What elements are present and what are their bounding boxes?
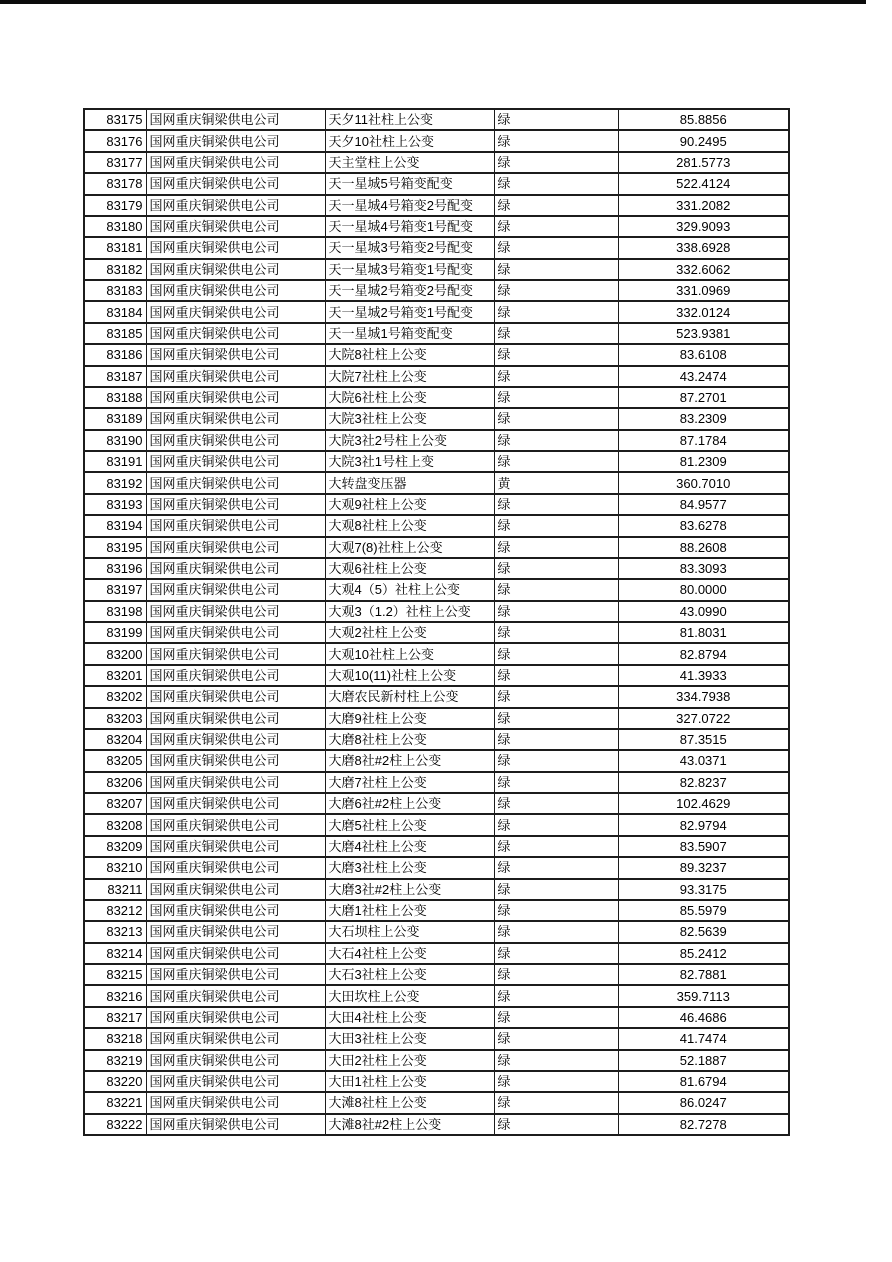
table-row xyxy=(84,1028,789,1049)
status-cell: 绿 xyxy=(494,708,618,729)
value-cell: 87.1784 xyxy=(618,430,789,451)
device-name-cell: 大观6社柱上公变 xyxy=(325,558,494,579)
value-cell: 360.7010 xyxy=(618,472,789,493)
status-cell: 绿 xyxy=(494,686,618,707)
company-cell: 国网重庆铜梁供电公司 xyxy=(146,344,325,365)
company-cell: 国网重庆铜梁供电公司 xyxy=(146,1028,325,1049)
table-row xyxy=(84,494,789,515)
company-cell: 国网重庆铜梁供电公司 xyxy=(146,1071,325,1092)
status-cell: 绿 xyxy=(494,537,618,558)
company-cell: 国网重庆铜梁供电公司 xyxy=(146,1007,325,1028)
row-id-cell: 83216 xyxy=(84,985,146,1006)
company-cell: 国网重庆铜梁供电公司 xyxy=(146,408,325,429)
table-row xyxy=(84,622,789,643)
row-id-cell: 83206 xyxy=(84,772,146,793)
row-id-cell: 83218 xyxy=(84,1028,146,1049)
value-cell: 85.2412 xyxy=(618,943,789,964)
value-cell: 85.8856 xyxy=(618,109,789,130)
company-cell: 国网重庆铜梁供电公司 xyxy=(146,366,325,387)
value-cell: 329.9093 xyxy=(618,216,789,237)
company-cell: 国网重庆铜梁供电公司 xyxy=(146,451,325,472)
device-name-cell: 天主堂柱上公变 xyxy=(325,152,494,173)
device-name-cell: 天一星城2号箱变1号配变 xyxy=(325,301,494,322)
table-body xyxy=(84,109,789,1135)
device-name-cell: 大院6社柱上公变 xyxy=(325,387,494,408)
status-cell: 绿 xyxy=(494,879,618,900)
table-row xyxy=(84,921,789,942)
table-row xyxy=(84,323,789,344)
device-name-cell: 大石3社柱上公变 xyxy=(325,964,494,985)
row-id-cell: 83177 xyxy=(84,152,146,173)
company-cell: 国网重庆铜梁供电公司 xyxy=(146,280,325,301)
row-id-cell: 83214 xyxy=(84,943,146,964)
company-cell: 国网重庆铜梁供电公司 xyxy=(146,130,325,151)
company-cell: 国网重庆铜梁供电公司 xyxy=(146,686,325,707)
table-row xyxy=(84,1092,789,1113)
table-row xyxy=(84,708,789,729)
row-id-cell: 83179 xyxy=(84,195,146,216)
company-cell: 国网重庆铜梁供电公司 xyxy=(146,836,325,857)
company-cell: 国网重庆铜梁供电公司 xyxy=(146,708,325,729)
company-cell: 国网重庆铜梁供电公司 xyxy=(146,323,325,344)
value-cell: 43.2474 xyxy=(618,366,789,387)
table-row xyxy=(84,643,789,664)
row-id-cell: 83184 xyxy=(84,301,146,322)
company-cell: 国网重庆铜梁供电公司 xyxy=(146,237,325,258)
value-cell: 281.5773 xyxy=(618,152,789,173)
status-cell: 绿 xyxy=(494,408,618,429)
row-id-cell: 83192 xyxy=(84,472,146,493)
table-row xyxy=(84,130,789,151)
row-id-cell: 83208 xyxy=(84,814,146,835)
company-cell: 国网重庆铜梁供电公司 xyxy=(146,515,325,536)
row-id-cell: 83194 xyxy=(84,515,146,536)
row-id-cell: 83221 xyxy=(84,1092,146,1113)
value-cell: 82.5639 xyxy=(618,921,789,942)
value-cell: 334.7938 xyxy=(618,686,789,707)
value-cell: 523.9381 xyxy=(618,323,789,344)
table-row xyxy=(84,515,789,536)
value-cell: 83.3093 xyxy=(618,558,789,579)
device-name-cell: 天一星城4号箱变2号配变 xyxy=(325,195,494,216)
company-cell: 国网重庆铜梁供电公司 xyxy=(146,750,325,771)
power-supply-report-table xyxy=(83,108,790,1136)
value-cell: 86.0247 xyxy=(618,1092,789,1113)
status-cell: 绿 xyxy=(494,344,618,365)
company-cell: 国网重庆铜梁供电公司 xyxy=(146,259,325,280)
value-cell: 89.3237 xyxy=(618,857,789,878)
status-cell: 绿 xyxy=(494,366,618,387)
device-name-cell: 大磨4社柱上公变 xyxy=(325,836,494,857)
row-id-cell: 83217 xyxy=(84,1007,146,1028)
company-cell: 国网重庆铜梁供电公司 xyxy=(146,622,325,643)
value-cell: 83.2309 xyxy=(618,408,789,429)
table-row xyxy=(84,451,789,472)
status-cell: 绿 xyxy=(494,964,618,985)
table-row xyxy=(84,237,789,258)
status-cell: 绿 xyxy=(494,793,618,814)
row-id-cell: 83197 xyxy=(84,579,146,600)
row-id-cell: 83211 xyxy=(84,879,146,900)
device-name-cell: 天夕10社柱上公变 xyxy=(325,130,494,151)
value-cell: 82.7278 xyxy=(618,1114,789,1135)
device-name-cell: 大观3（1.2）社柱上公变 xyxy=(325,601,494,622)
device-name-cell: 大滩8社柱上公变 xyxy=(325,1092,494,1113)
value-cell: 83.6278 xyxy=(618,515,789,536)
company-cell: 国网重庆铜梁供电公司 xyxy=(146,430,325,451)
company-cell: 国网重庆铜梁供电公司 xyxy=(146,494,325,515)
row-id-cell: 83196 xyxy=(84,558,146,579)
status-cell: 绿 xyxy=(494,237,618,258)
table-row xyxy=(84,537,789,558)
row-id-cell: 83176 xyxy=(84,130,146,151)
device-name-cell: 大田2社柱上公变 xyxy=(325,1050,494,1071)
device-name-cell: 天夕11社柱上公变 xyxy=(325,109,494,130)
value-cell: 93.3175 xyxy=(618,879,789,900)
value-cell: 82.7881 xyxy=(618,964,789,985)
row-id-cell: 83210 xyxy=(84,857,146,878)
device-name-cell: 大院3社柱上公变 xyxy=(325,408,494,429)
table-row xyxy=(84,280,789,301)
status-cell: 绿 xyxy=(494,301,618,322)
status-cell: 绿 xyxy=(494,772,618,793)
status-cell: 绿 xyxy=(494,216,618,237)
row-id-cell: 83187 xyxy=(84,366,146,387)
table-row xyxy=(84,195,789,216)
page-top-rule xyxy=(0,0,866,4)
value-cell: 41.3933 xyxy=(618,665,789,686)
value-cell: 102.4629 xyxy=(618,793,789,814)
row-id-cell: 83203 xyxy=(84,708,146,729)
company-cell: 国网重庆铜梁供电公司 xyxy=(146,964,325,985)
row-id-cell: 83219 xyxy=(84,1050,146,1071)
value-cell: 80.0000 xyxy=(618,579,789,600)
value-cell: 43.0990 xyxy=(618,601,789,622)
status-cell: 绿 xyxy=(494,130,618,151)
table-row xyxy=(84,814,789,835)
company-cell: 国网重庆铜梁供电公司 xyxy=(146,643,325,664)
row-id-cell: 83198 xyxy=(84,601,146,622)
value-cell: 83.6108 xyxy=(618,344,789,365)
device-name-cell: 大田4社柱上公变 xyxy=(325,1007,494,1028)
status-cell: 绿 xyxy=(494,515,618,536)
value-cell: 81.6794 xyxy=(618,1071,789,1092)
status-cell: 绿 xyxy=(494,836,618,857)
table-row xyxy=(84,793,789,814)
row-id-cell: 83205 xyxy=(84,750,146,771)
row-id-cell: 83191 xyxy=(84,451,146,472)
row-id-cell: 83190 xyxy=(84,430,146,451)
value-cell: 46.4686 xyxy=(618,1007,789,1028)
table-row xyxy=(84,173,789,194)
row-id-cell: 83181 xyxy=(84,237,146,258)
table-row xyxy=(84,943,789,964)
row-id-cell: 83204 xyxy=(84,729,146,750)
company-cell: 国网重庆铜梁供电公司 xyxy=(146,558,325,579)
table-row xyxy=(84,579,789,600)
value-cell: 82.9794 xyxy=(618,814,789,835)
device-name-cell: 大磨3社#2柱上公变 xyxy=(325,879,494,900)
device-name-cell: 大磨农民新村柱上公变 xyxy=(325,686,494,707)
status-cell: 绿 xyxy=(494,1028,618,1049)
value-cell: 82.8237 xyxy=(618,772,789,793)
company-cell: 国网重庆铜梁供电公司 xyxy=(146,579,325,600)
table-row xyxy=(84,216,789,237)
row-id-cell: 83213 xyxy=(84,921,146,942)
device-name-cell: 大磨9社柱上公变 xyxy=(325,708,494,729)
row-id-cell: 83200 xyxy=(84,643,146,664)
row-id-cell: 83185 xyxy=(84,323,146,344)
device-name-cell: 大磨1社柱上公变 xyxy=(325,900,494,921)
status-cell: 绿 xyxy=(494,921,618,942)
device-name-cell: 大院7社柱上公变 xyxy=(325,366,494,387)
value-cell: 88.2608 xyxy=(618,537,789,558)
company-cell: 国网重庆铜梁供电公司 xyxy=(146,985,325,1006)
status-cell: 绿 xyxy=(494,494,618,515)
row-id-cell: 83178 xyxy=(84,173,146,194)
value-cell: 359.7113 xyxy=(618,985,789,1006)
status-cell: 绿 xyxy=(494,729,618,750)
company-cell: 国网重庆铜梁供电公司 xyxy=(146,301,325,322)
status-cell: 绿 xyxy=(494,900,618,921)
device-name-cell: 大观9社柱上公变 xyxy=(325,494,494,515)
row-id-cell: 83199 xyxy=(84,622,146,643)
value-cell: 331.0969 xyxy=(618,280,789,301)
device-name-cell: 大磨5社柱上公变 xyxy=(325,814,494,835)
device-name-cell: 大院8社柱上公变 xyxy=(325,344,494,365)
table-row xyxy=(84,558,789,579)
device-name-cell: 大滩8社#2柱上公变 xyxy=(325,1114,494,1135)
table-row xyxy=(84,152,789,173)
company-cell: 国网重庆铜梁供电公司 xyxy=(146,857,325,878)
status-cell: 绿 xyxy=(494,558,618,579)
status-cell: 绿 xyxy=(494,259,618,280)
device-name-cell: 大磨7社柱上公变 xyxy=(325,772,494,793)
company-cell: 国网重庆铜梁供电公司 xyxy=(146,152,325,173)
row-id-cell: 83188 xyxy=(84,387,146,408)
company-cell: 国网重庆铜梁供电公司 xyxy=(146,216,325,237)
table-row xyxy=(84,1050,789,1071)
row-id-cell: 83201 xyxy=(84,665,146,686)
device-name-cell: 天一星城2号箱变2号配变 xyxy=(325,280,494,301)
company-cell: 国网重庆铜梁供电公司 xyxy=(146,387,325,408)
value-cell: 84.9577 xyxy=(618,494,789,515)
device-name-cell: 大观7(8)社柱上公变 xyxy=(325,537,494,558)
status-cell: 绿 xyxy=(494,622,618,643)
table-row xyxy=(84,408,789,429)
table-row xyxy=(84,109,789,130)
status-cell: 绿 xyxy=(494,430,618,451)
status-cell: 绿 xyxy=(494,195,618,216)
status-cell: 绿 xyxy=(494,173,618,194)
table-row xyxy=(84,985,789,1006)
table-row xyxy=(84,729,789,750)
value-cell: 81.8031 xyxy=(618,622,789,643)
device-name-cell: 大观4（5）社柱上公变 xyxy=(325,579,494,600)
company-cell: 国网重庆铜梁供电公司 xyxy=(146,900,325,921)
company-cell: 国网重庆铜梁供电公司 xyxy=(146,1050,325,1071)
table-row xyxy=(84,750,789,771)
row-id-cell: 83207 xyxy=(84,793,146,814)
status-cell: 绿 xyxy=(494,451,618,472)
status-cell: 绿 xyxy=(494,943,618,964)
status-cell: 绿 xyxy=(494,814,618,835)
value-cell: 332.6062 xyxy=(618,259,789,280)
row-id-cell: 83220 xyxy=(84,1071,146,1092)
table-row xyxy=(84,836,789,857)
value-cell: 87.2701 xyxy=(618,387,789,408)
company-cell: 国网重庆铜梁供电公司 xyxy=(146,793,325,814)
row-id-cell: 83209 xyxy=(84,836,146,857)
status-cell: 绿 xyxy=(494,280,618,301)
table-row xyxy=(84,430,789,451)
device-name-cell: 大石4社柱上公变 xyxy=(325,943,494,964)
value-cell: 522.4124 xyxy=(618,173,789,194)
company-cell: 国网重庆铜梁供电公司 xyxy=(146,1092,325,1113)
status-cell: 绿 xyxy=(494,857,618,878)
value-cell: 338.6928 xyxy=(618,237,789,258)
row-id-cell: 83183 xyxy=(84,280,146,301)
company-cell: 国网重庆铜梁供电公司 xyxy=(146,537,325,558)
device-name-cell: 大观8社柱上公变 xyxy=(325,515,494,536)
company-cell: 国网重庆铜梁供电公司 xyxy=(146,729,325,750)
table-row xyxy=(84,344,789,365)
table-row xyxy=(84,472,789,493)
value-cell: 332.0124 xyxy=(618,301,789,322)
table-row xyxy=(84,772,789,793)
table-row xyxy=(84,857,789,878)
row-id-cell: 83212 xyxy=(84,900,146,921)
device-name-cell: 大磨8社#2柱上公变 xyxy=(325,750,494,771)
company-cell: 国网重庆铜梁供电公司 xyxy=(146,173,325,194)
company-cell: 国网重庆铜梁供电公司 xyxy=(146,921,325,942)
status-cell: 绿 xyxy=(494,387,618,408)
device-name-cell: 大田坎柱上公变 xyxy=(325,985,494,1006)
table-row xyxy=(84,900,789,921)
device-name-cell: 大磨3社柱上公变 xyxy=(325,857,494,878)
row-id-cell: 83180 xyxy=(84,216,146,237)
company-cell: 国网重庆铜梁供电公司 xyxy=(146,1114,325,1135)
status-cell: 绿 xyxy=(494,152,618,173)
table-row xyxy=(84,301,789,322)
table-row xyxy=(84,665,789,686)
row-id-cell: 83195 xyxy=(84,537,146,558)
value-cell: 83.5907 xyxy=(618,836,789,857)
value-cell: 90.2495 xyxy=(618,130,789,151)
row-id-cell: 83175 xyxy=(84,109,146,130)
status-cell: 绿 xyxy=(494,665,618,686)
row-id-cell: 83193 xyxy=(84,494,146,515)
row-id-cell: 83182 xyxy=(84,259,146,280)
value-cell: 82.8794 xyxy=(618,643,789,664)
device-name-cell: 天一星城5号箱变配变 xyxy=(325,173,494,194)
status-cell: 绿 xyxy=(494,109,618,130)
table-row xyxy=(84,1007,789,1028)
table-row xyxy=(84,1071,789,1092)
device-name-cell: 天一星城3号箱变2号配变 xyxy=(325,237,494,258)
device-name-cell: 大田3社柱上公变 xyxy=(325,1028,494,1049)
table-row xyxy=(84,366,789,387)
device-name-cell: 天一星城3号箱变1号配变 xyxy=(325,259,494,280)
row-id-cell: 83202 xyxy=(84,686,146,707)
status-cell: 绿 xyxy=(494,1092,618,1113)
value-cell: 81.2309 xyxy=(618,451,789,472)
table-row xyxy=(84,387,789,408)
company-cell: 国网重庆铜梁供电公司 xyxy=(146,879,325,900)
value-cell: 87.3515 xyxy=(618,729,789,750)
device-name-cell: 大磨8社柱上公变 xyxy=(325,729,494,750)
device-name-cell: 大石坝柱上公变 xyxy=(325,921,494,942)
value-cell: 331.2082 xyxy=(618,195,789,216)
status-cell: 绿 xyxy=(494,1071,618,1092)
value-cell: 41.7474 xyxy=(618,1028,789,1049)
device-name-cell: 大转盘变压器 xyxy=(325,472,494,493)
status-cell: 绿 xyxy=(494,579,618,600)
company-cell: 国网重庆铜梁供电公司 xyxy=(146,601,325,622)
status-cell: 绿 xyxy=(494,750,618,771)
value-cell: 327.0722 xyxy=(618,708,789,729)
device-name-cell: 大磨6社#2柱上公变 xyxy=(325,793,494,814)
value-cell: 43.0371 xyxy=(618,750,789,771)
company-cell: 国网重庆铜梁供电公司 xyxy=(146,772,325,793)
company-cell: 国网重庆铜梁供电公司 xyxy=(146,665,325,686)
status-cell: 绿 xyxy=(494,1007,618,1028)
table-row xyxy=(84,601,789,622)
status-cell: 绿 xyxy=(494,601,618,622)
company-cell: 国网重庆铜梁供电公司 xyxy=(146,109,325,130)
company-cell: 国网重庆铜梁供电公司 xyxy=(146,943,325,964)
status-cell: 绿 xyxy=(494,985,618,1006)
table-row xyxy=(84,964,789,985)
company-cell: 国网重庆铜梁供电公司 xyxy=(146,814,325,835)
device-name-cell: 大观10社柱上公变 xyxy=(325,643,494,664)
row-id-cell: 83215 xyxy=(84,964,146,985)
table-row xyxy=(84,879,789,900)
value-cell: 52.1887 xyxy=(618,1050,789,1071)
device-name-cell: 大观10(11)社柱上公变 xyxy=(325,665,494,686)
row-id-cell: 83189 xyxy=(84,408,146,429)
device-name-cell: 大观2社柱上公变 xyxy=(325,622,494,643)
company-cell: 国网重庆铜梁供电公司 xyxy=(146,195,325,216)
device-name-cell: 天一星城4号箱变1号配变 xyxy=(325,216,494,237)
device-name-cell: 天一星城1号箱变配变 xyxy=(325,323,494,344)
device-name-cell: 大院3社1号柱上变 xyxy=(325,451,494,472)
company-cell: 国网重庆铜梁供电公司 xyxy=(146,472,325,493)
status-cell: 绿 xyxy=(494,1114,618,1135)
table-row xyxy=(84,686,789,707)
row-id-cell: 83222 xyxy=(84,1114,146,1135)
status-cell: 绿 xyxy=(494,1050,618,1071)
row-id-cell: 83186 xyxy=(84,344,146,365)
value-cell: 85.5979 xyxy=(618,900,789,921)
table-row xyxy=(84,259,789,280)
status-cell: 绿 xyxy=(494,643,618,664)
status-cell: 黄 xyxy=(494,472,618,493)
table-row xyxy=(84,1114,789,1135)
device-name-cell: 大院3社2号柱上公变 xyxy=(325,430,494,451)
status-cell: 绿 xyxy=(494,323,618,344)
device-name-cell: 大田1社柱上公变 xyxy=(325,1071,494,1092)
